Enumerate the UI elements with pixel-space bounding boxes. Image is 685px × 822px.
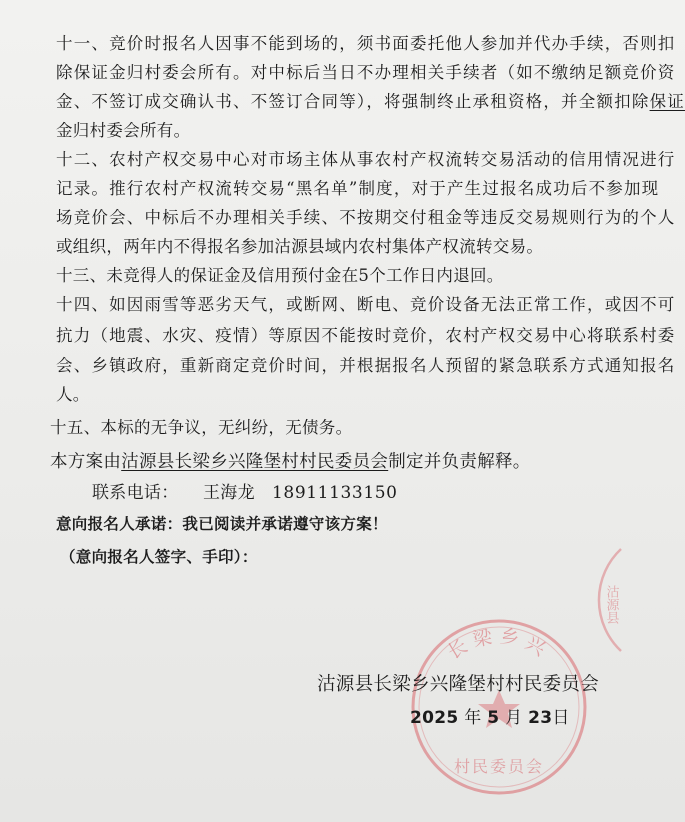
date-day-unit: 日 [552,708,570,728]
item12-line3: 场竞价会、中标后不办理相关手续、不按期交付租金等违反交易规则行为的个人 [56,208,676,227]
signature-prompt: （意向报名人签字、手印）： [60,548,258,566]
svg-text:长梁乡兴 [444,625,554,664]
item11-line3-underlined: 保证 [649,92,685,111]
seal-edge-text: 沽源县 [603,585,619,624]
item12-line4: 或组织，两年内不得报名参加沽源县域内农村集体产权流转交易。 [56,237,544,256]
date-year-unit: 年 [464,708,482,728]
scheme-org: 沽源县长梁乡兴隆堡村村民委员会 [121,452,389,472]
partial-seal-edge [585,545,625,655]
footer-date [410,708,570,728]
contact-phone: 18911133150 [272,483,398,503]
item11-line2: 除保证金归村委会所有。对中标后当日不办理相关手续者（如不缴纳足额竞价资 [56,63,676,82]
item14-line2: 抗力（地震、水灾、疫情）等原因不能按时竞价，农村产权交易中心将联系村委 [56,326,676,345]
seal-top-text: 长梁乡兴 [443,625,555,664]
item11-line3 [56,92,685,112]
item13-line: 十三、未竞得人的保证金及信用预付金在5个工作日内退回。 [56,266,504,285]
date-day: 23 [528,708,553,728]
scheme-post: 制定并负责解释。 [388,452,531,472]
pledge-statement: 意向报名人承诺：我已阅读并承诺遵守该方案！ [56,515,388,533]
date-month: 5 [487,708,500,728]
official-seal-stamp [404,612,594,802]
date-month-unit: 月 [505,708,523,728]
item12-line2: 记录。推行农村产权流转交易“黑名单”制度，对于产生过报名成功后不参加现 [56,179,660,198]
item11-line1: 十一、竞价时报名人因事不能到场的，须书面委托他人参加并代办手续，否则扣 [56,34,676,53]
item14-line1: 十四、如因雨雪等恶劣天气，或断网、断电、竞价设备无法正常工作，或因不可 [56,295,676,314]
scheme-pre: 本方案由 [50,452,122,472]
item12-line1: 十二、农村产权交易中心对市场主体从事农村产权流转交易活动的信用情况进行 [56,150,676,169]
item15-line: 十五、本标的无争议，无纠纷，无债务。 [50,418,353,437]
item11-line4: 金归村委会所有。 [56,121,191,140]
contact-label: 联系电话： [92,483,179,503]
contact-name: 王海龙 [203,483,255,503]
scheme-statement [50,452,531,472]
seal-bottom-text: 村民委员会 [453,757,545,776]
item14-line4: 人。 [56,385,90,404]
item14-line3: 会、乡镇政府，重新商定竞价时间，并根据报名人预留的紧急联系方式通知报名 [56,356,676,375]
footer-organization: 沽源县长梁乡兴隆堡村村民委员会 [317,674,600,695]
date-year: 2025 [410,708,459,728]
item11-line3-text: 金、不签订成交确认书、不签订合同等），将强制终止承租资格，并全额扣除 [56,92,650,111]
